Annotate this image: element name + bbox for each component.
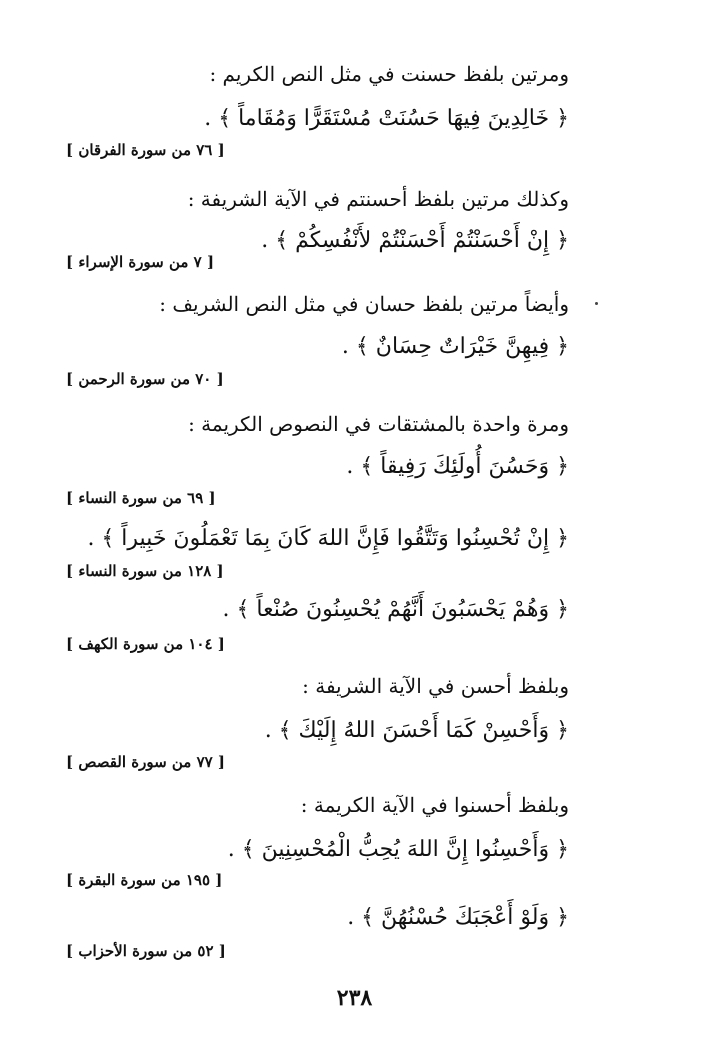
verse-reference: [ ٥٢ من سورة الأحزاب ] bbox=[66, 942, 226, 960]
verse-reference: [ ٦٩ من سورة النساء ] bbox=[66, 489, 216, 507]
verse-reference: [ ٧٧ من سورة القصص ] bbox=[66, 753, 226, 771]
verse-reference: [ ١٩٥ من سورة البقرة ] bbox=[66, 871, 223, 889]
quran-verse: ﴿ وَأَحْسِنُوا إِنَّ اللهَ يُحِبُّ الْمُحْسِنِينَ ﴾ . bbox=[227, 837, 569, 862]
page-speck bbox=[595, 302, 598, 305]
verse-reference: [ ١٠٤ من سورة الكهف ] bbox=[66, 635, 225, 653]
intro-line: وأيضاً مرتين بلفظ حسان في مثل النص الشريف : bbox=[159, 292, 569, 316]
quran-verse: ﴿ إِنْ تُحْسِنُوا وَتَتَّقُوا فَإِنَّ اللهَ كَانَ بِمَا تَعْمَلُونَ خَبِيراً ﴾ . bbox=[87, 526, 569, 551]
intro-line: وبلفظ أحسن في الآية الشريفة : bbox=[302, 674, 569, 698]
quran-verse: ﴿ وَلَوْ أَعْجَبَكَ حُسْنُهُنَّ ﴾ . bbox=[347, 905, 569, 930]
intro-line: وبلفظ أحسنوا في الآية الكريمة : bbox=[300, 793, 569, 817]
intro-line: ومرتين بلفظ حسنت في مثل النص الكريم : bbox=[209, 62, 569, 86]
verse-reference: [ ٧ من سورة الإسراء ] bbox=[66, 253, 215, 271]
quran-verse: ﴿ فِيهِنَّ خَيْرَاتٌ حِسَانٌ ﴾ . bbox=[341, 334, 569, 359]
verse-reference: [ ٧٠ من سورة الرحمن ] bbox=[66, 370, 224, 388]
intro-line: ومرة واحدة بالمشتقات في النصوص الكريمة : bbox=[188, 412, 569, 436]
quran-verse: ﴿ خَالِدِينَ فِيهَا حَسُنَتْ مُسْتَقَرًّا وَمُقَاماً ﴾ . bbox=[204, 106, 569, 131]
page-number: ٢٣٨ bbox=[336, 985, 373, 1011]
quran-verse: ﴿ إِنْ أَحْسَنْتُمْ أَحْسَنْتُمْ لأَنْفُسِكُمْ ﴾ . bbox=[261, 228, 569, 253]
verse-reference: [ ٧٦ من سورة الفرقان ] bbox=[66, 141, 225, 159]
verse-reference: [ ١٢٨ من سورة النساء ] bbox=[66, 562, 224, 580]
quran-verse: ﴿ وَحَسُنَ أُولَئِكَ رَفِيقاً ﴾ . bbox=[346, 454, 569, 479]
quran-verse: ﴿ وَهُمْ يَحْسَبُونَ أَنَّهُمْ يُحْسِنُونَ صُنْعاً ﴾ . bbox=[222, 597, 569, 622]
quran-verse: ﴿ وَأَحْسِنْ كَمَا أَحْسَنَ اللهُ إِلَيْكَ ﴾ . bbox=[264, 718, 569, 743]
intro-line: وكذلك مرتين بلفظ أحسنتم في الآية الشريفة : bbox=[187, 187, 569, 211]
